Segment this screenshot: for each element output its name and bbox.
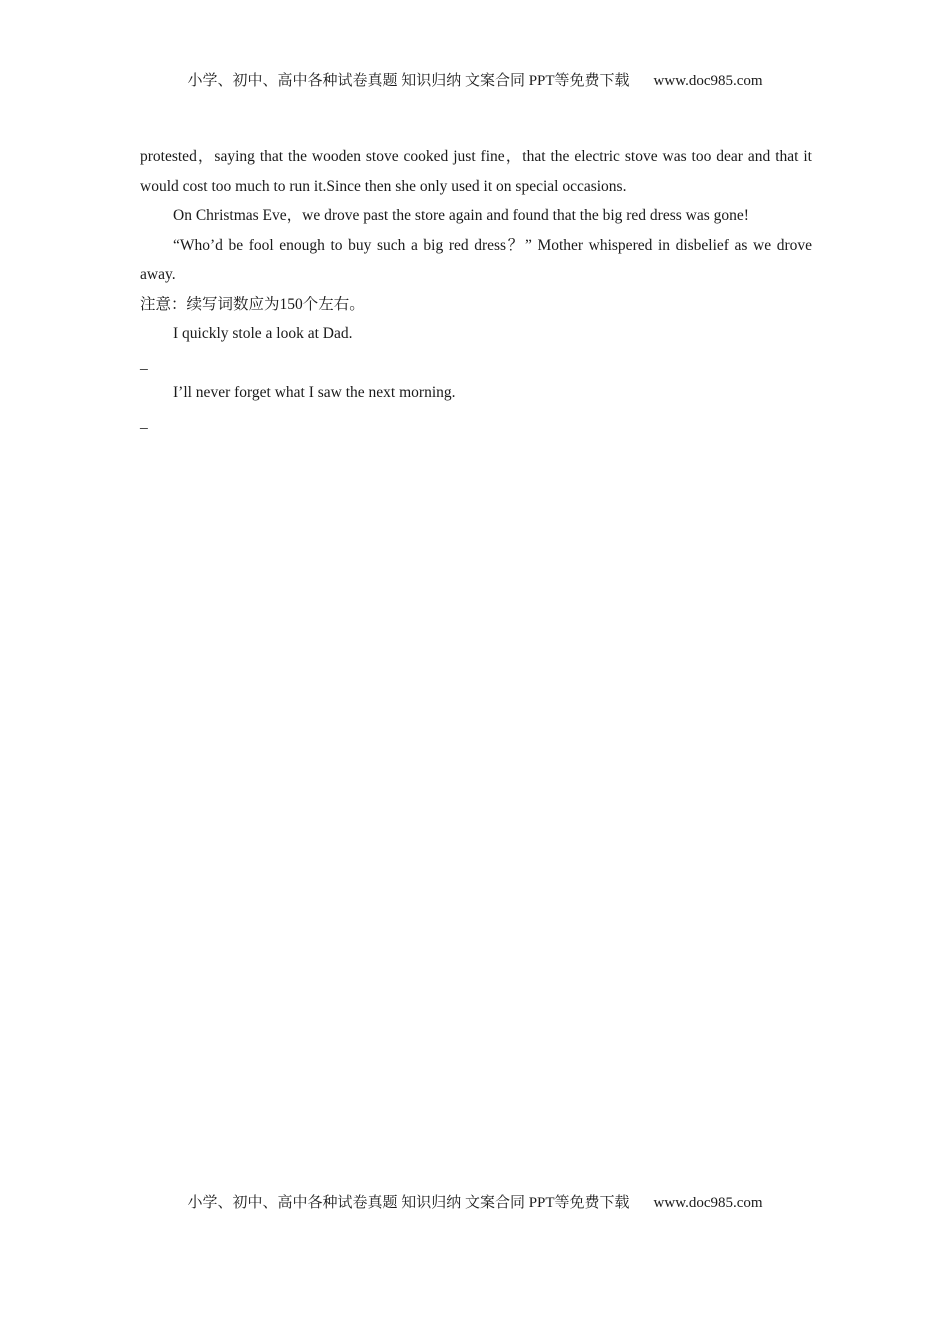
paragraph-mother-whispered: “Who’d be fool enough to buy such a big red dress？” Mother whispered in disbelief as we drove away. <box>140 236 812 283</box>
writing-note: 注意：续写词数应为150个左右。 <box>140 295 365 313</box>
continuation-prompt-2: I’ll never forget what I saw the next morning. <box>173 384 456 401</box>
answer-blank-1: _ <box>140 354 148 372</box>
continuation-prompt-1: I quickly stole a look at Dad. <box>173 325 353 342</box>
footer-site-url: www.doc985.com <box>653 1195 763 1211</box>
paragraph-christmas-eve: On Christmas Eve，we drove past the store again and found that the big red dress was gone! <box>173 207 749 224</box>
footer-ad-text: 小学、初中、高中各种试卷真题 知识归纳 文案合同 PPT等免费下载 <box>187 1195 630 1211</box>
header-ad-text: 小学、初中、高中各种试卷真题 知识归纳 文案合同 PPT等免费下载 <box>187 73 630 89</box>
header-site-url: www.doc985.com <box>653 73 763 89</box>
answer-blank-2: _ <box>140 413 148 431</box>
document-body <box>140 142 812 437</box>
paragraph-protested: protested，saying that the wooden stove cooked just fine，that the electric stove was too dear and that it would cost too much to run it.Since then she only used it on special occasions. <box>140 148 812 195</box>
page-footer <box>0 1191 950 1212</box>
page-header <box>0 69 950 90</box>
